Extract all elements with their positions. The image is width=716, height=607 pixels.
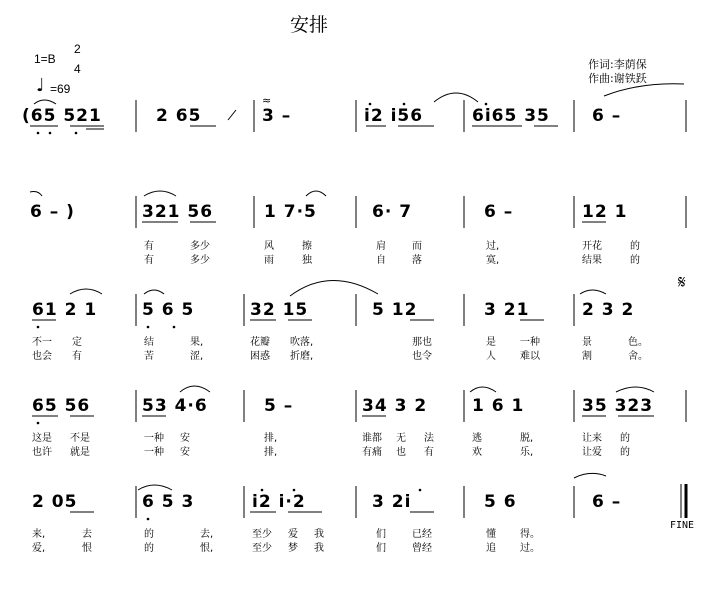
turn-ornament-icon: ≈: [262, 94, 272, 107]
lyric: 涩,: [190, 351, 204, 362]
row5-measure-5: 5 6: [484, 492, 517, 512]
lyric: 至少: [252, 543, 272, 554]
lyric: 花瓣: [250, 337, 270, 348]
lyric: 景: [582, 337, 592, 348]
lyric: 定: [72, 337, 82, 348]
row3-measure-2: 5 6 5: [142, 300, 195, 320]
row4-measure-2: 53 4·6: [142, 396, 208, 416]
lyric: 排,: [264, 447, 278, 458]
row4-measure-5: 1 6 1: [472, 396, 525, 416]
row1-measure-5: 6i65 35: [472, 106, 550, 126]
lyric: 的: [144, 529, 154, 540]
quarter-note-icon: ♩: [36, 75, 45, 96]
row5-measure-3: i2 i·2: [252, 492, 306, 512]
lyric: 已经: [412, 529, 432, 540]
lyric: 有: [144, 255, 154, 266]
lyric: 得。: [520, 529, 540, 540]
lyric: 独: [302, 255, 312, 266]
lyric: 折磨,: [290, 351, 314, 362]
song-title: 安排: [290, 14, 329, 36]
row3-measure-4: 5 12: [372, 300, 418, 320]
row2-measure-4: 6· 7: [372, 202, 413, 222]
row1-measure-2: 2 65: [156, 106, 202, 126]
lyric: 割: [582, 351, 592, 362]
lyric: 结: [144, 337, 154, 348]
lyric: 来,: [32, 529, 46, 540]
row1-measure-4: i2 i56: [364, 106, 424, 126]
lyric: 也会: [32, 351, 52, 362]
lyric: 有: [72, 351, 82, 362]
lyric: 安: [180, 433, 190, 444]
lyric: 舍。: [628, 351, 648, 362]
row2-measure-5: 6 –: [484, 202, 514, 222]
row5-measure-1: 2 05: [32, 492, 78, 512]
lyric: 自: [376, 255, 386, 266]
lyric: 有痛: [362, 447, 382, 458]
row2-measure-3: 1 7·5: [264, 202, 317, 222]
lyric: 擦: [302, 241, 312, 252]
lyric: 雨: [264, 255, 274, 266]
lyric: 爱,: [32, 543, 46, 554]
lyric: 过。: [520, 543, 540, 554]
row5-measure-6: 6 –: [592, 492, 622, 512]
lyric: 就是: [70, 447, 90, 458]
lyric: 多少: [190, 255, 210, 266]
lyric: 一种: [144, 447, 164, 458]
lyric: 有: [144, 241, 154, 252]
lyric: 恨,: [200, 543, 214, 554]
lyric: 梦: [288, 543, 298, 554]
time-signature-top: 2: [74, 42, 81, 56]
lyric: 让爱: [582, 447, 602, 458]
row4-measure-3: 5 –: [264, 396, 294, 416]
lyric: 的: [620, 433, 630, 444]
lyric: 有: [424, 447, 434, 458]
tempo-marking: =69: [50, 82, 71, 96]
lyric: 不一: [32, 337, 52, 348]
row3-measure-6: 2 3 2: [582, 300, 635, 320]
lyric: 至少: [252, 529, 272, 540]
row1-measure-3: 3 –: [262, 106, 292, 126]
lyric: 去: [82, 529, 92, 540]
lyric: 色。: [628, 337, 648, 348]
lyric: 果,: [190, 337, 204, 348]
lyric: 一种: [144, 433, 164, 444]
time-signature-bottom: 4: [74, 62, 81, 76]
lyric: 是: [486, 337, 496, 348]
lyric: 也令: [412, 351, 432, 362]
fine-marking: FINE: [670, 520, 695, 531]
lyric: 苦: [144, 351, 154, 362]
lyric: 多少: [190, 241, 210, 252]
lyric: 那也: [412, 337, 432, 348]
lyric: 人: [486, 351, 496, 362]
lyric: 追: [486, 543, 496, 554]
lyric: 的: [144, 543, 154, 554]
row3-measure-1: 61 2 1: [32, 300, 98, 320]
lyric: 也许: [32, 447, 52, 458]
lyric: 落: [412, 255, 422, 266]
lyric: 们: [376, 529, 386, 540]
row3-measure-3: 32 15: [250, 300, 309, 320]
lyric: 我: [314, 529, 324, 540]
lyric: 懂: [486, 529, 496, 540]
lyric: 的: [630, 241, 640, 252]
lyric: 乐,: [520, 447, 534, 458]
composer-credit: 作曲:谢铁跃: [588, 72, 647, 85]
lyric: 去,: [200, 529, 214, 540]
lyric: 爱: [288, 529, 298, 540]
lyric: 困惑: [250, 351, 270, 362]
lyricist-credit: 作词:李荫保: [588, 58, 647, 71]
row4-measure-4: 34 3 2: [362, 396, 428, 416]
row1-measure-1: (65 521: [22, 106, 102, 126]
row4-measure-1: 65 56: [32, 396, 91, 416]
lyric: 我: [314, 543, 324, 554]
lyric: 不是: [70, 433, 90, 444]
lyric: 曾经: [412, 543, 432, 554]
row1-measure-6: 6 –: [592, 106, 622, 126]
lyric: 寞,: [486, 255, 500, 266]
lyric: 吹落,: [290, 337, 314, 348]
lyric: 欢: [472, 447, 482, 458]
key-signature: 1=B: [34, 52, 56, 66]
lyric: 肩: [376, 241, 386, 252]
lyric: 风: [264, 241, 274, 252]
lyric: 一种: [520, 337, 540, 348]
lyric: 们: [376, 543, 386, 554]
lyric: 脱,: [520, 433, 534, 444]
lyric: 这是: [32, 433, 52, 444]
lyric: 过,: [486, 241, 500, 252]
row2-measure-6: 12 1: [582, 202, 628, 222]
row2-measure-1: 6 – ): [30, 202, 75, 222]
lyric: 恨: [82, 543, 92, 554]
row4-measure-6: 35 323: [582, 396, 654, 416]
row5-measure-4: 3 2i: [372, 492, 412, 512]
lyric: 而: [412, 241, 422, 252]
row2-measure-2: 321 56: [142, 202, 214, 222]
lyric: 法: [424, 433, 434, 444]
lyric: 的: [620, 447, 630, 458]
lyric: 的: [630, 255, 640, 266]
lyric: 结果: [582, 255, 602, 266]
row5-measure-2: 6 5 3: [142, 492, 195, 512]
lyric: 谁都: [362, 433, 382, 444]
lyric: 开花: [582, 241, 602, 252]
lyric: 难以: [520, 351, 540, 362]
lyric: 无: [396, 433, 406, 444]
lyric: 安: [180, 447, 190, 458]
lyric: 逃: [472, 433, 482, 444]
lyric: 排,: [264, 433, 278, 444]
lyric: 也: [396, 447, 406, 458]
segno-icon: 𝄋: [678, 272, 686, 293]
row3-measure-5: 3 21: [484, 300, 530, 320]
lyric: 让来: [582, 433, 602, 444]
